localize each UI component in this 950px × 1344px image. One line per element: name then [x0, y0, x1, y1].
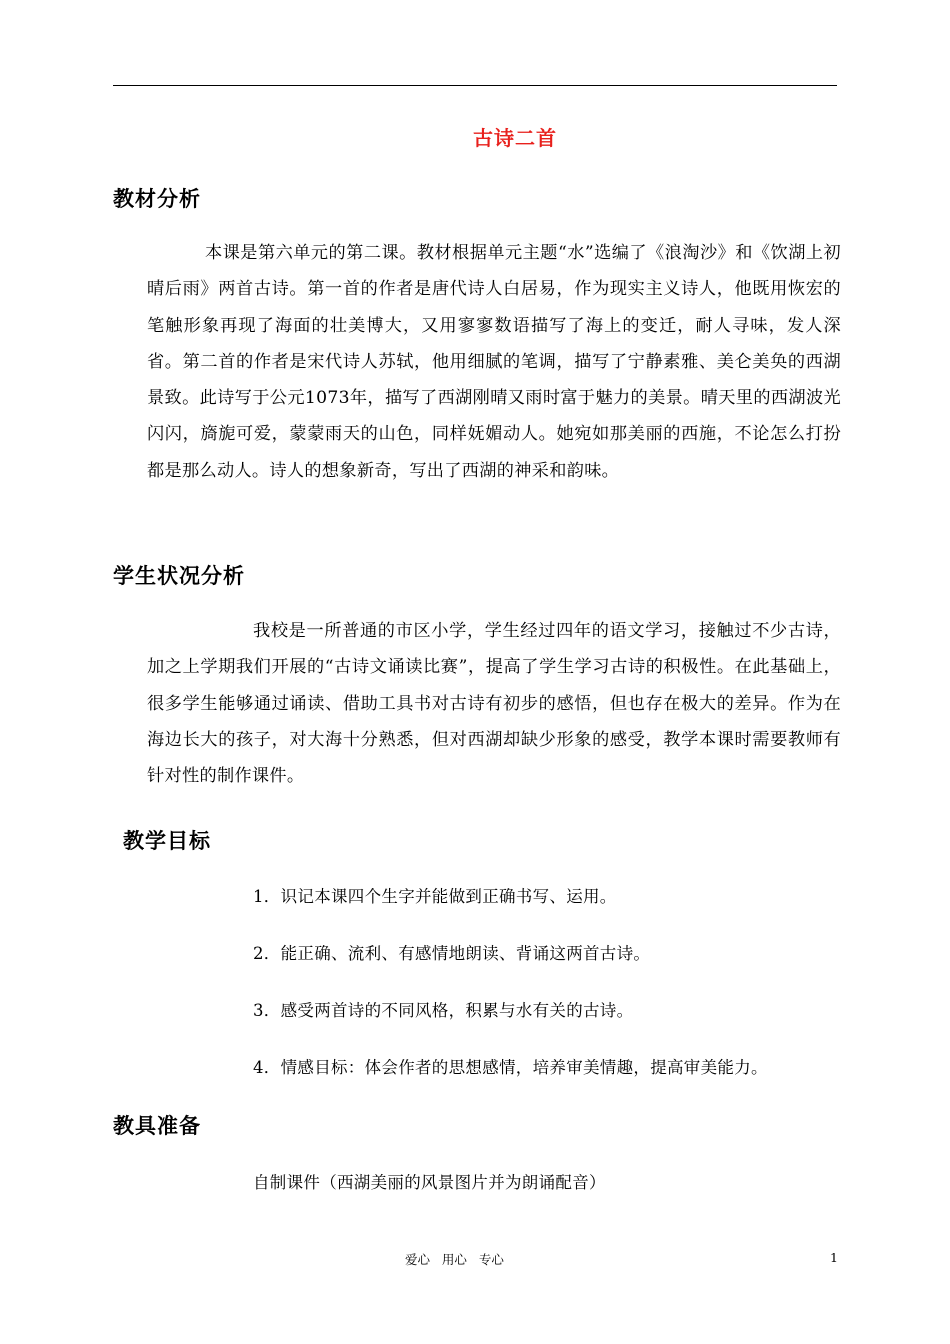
student-analysis-paragraph — [147, 613, 841, 794]
footer-motto: 爱心 用心 专心 — [405, 1252, 504, 1267]
material-analysis-text: 本课是第六单元的第二课。教材根据单元主题“水”选编了《浪淘沙》和《饮湖上初晴后雨》两首古诗。第一首的作者是唐代诗人白居易，作为现实主义诗人，他既用恢宏的笔触形象再现了海面的壮美博大，又用寥寥数语描写了海上的变迁，耐人寻味，发人深省。第二首的作者是宋代诗人苏轼，他用细腻的笔调，描写了宁静素雅、美仑美奂的西湖景致。此诗写于公元1073年，描写了西湖刚晴又雨时富于魅力的美景。晴天里的西湖波光闪闪，旖旎可爱，蒙蒙雨天的山色，同样妩媚动人。她宛如那美丽的西施，不论怎么打扮都是那么动人。诗人的想象新奇，写出了西湖的神采和韵味。 — [147, 243, 841, 481]
student-analysis-text: 我校是一所普通的市区小学，学生经过四年的语文学习，接触过不少古诗，加之上学期我们开展的“古诗文诵读比赛”，提高了学生学习古诗的积极性。在此基础上，很多学生能够通过诵读、借助工具书对古诗有初步的感悟，但也存在极大的差异。作为在海边长大的孩子，对大海十分熟悉，但对西湖却缺少形象的感受，教学本课时需要教师有针对性的制作课件。 — [147, 621, 841, 787]
document-title: 古诗二首 — [473, 126, 557, 150]
teaching-goal-item: 2．能正确、流利、有感情地朗读、背诵这两首古诗。 — [253, 944, 651, 963]
page-number: 1 — [830, 1250, 838, 1265]
teaching-goal-item: 4．情感目标：体会作者的思想感情，培养审美情趣，提高审美能力。 — [253, 1058, 768, 1077]
material-analysis-paragraph — [147, 235, 841, 489]
teaching-goal-item: 3．感受两首诗的不同风格，积累与水有关的古诗。 — [253, 1001, 634, 1020]
material-analysis-heading: 教材分析 — [113, 187, 201, 211]
header-rule — [113, 85, 837, 86]
student-analysis-heading: 学生状况分析 — [113, 564, 245, 588]
teaching-aids-heading: 教具准备 — [113, 1114, 201, 1138]
teaching-goal-item: 1．识记本课四个生字并能做到正确书写、运用。 — [253, 887, 617, 906]
teaching-aids-text: 自制课件（西湖美丽的风景图片并为朗诵配音） — [253, 1173, 606, 1192]
teaching-goals-heading: 教学目标 — [123, 829, 211, 853]
